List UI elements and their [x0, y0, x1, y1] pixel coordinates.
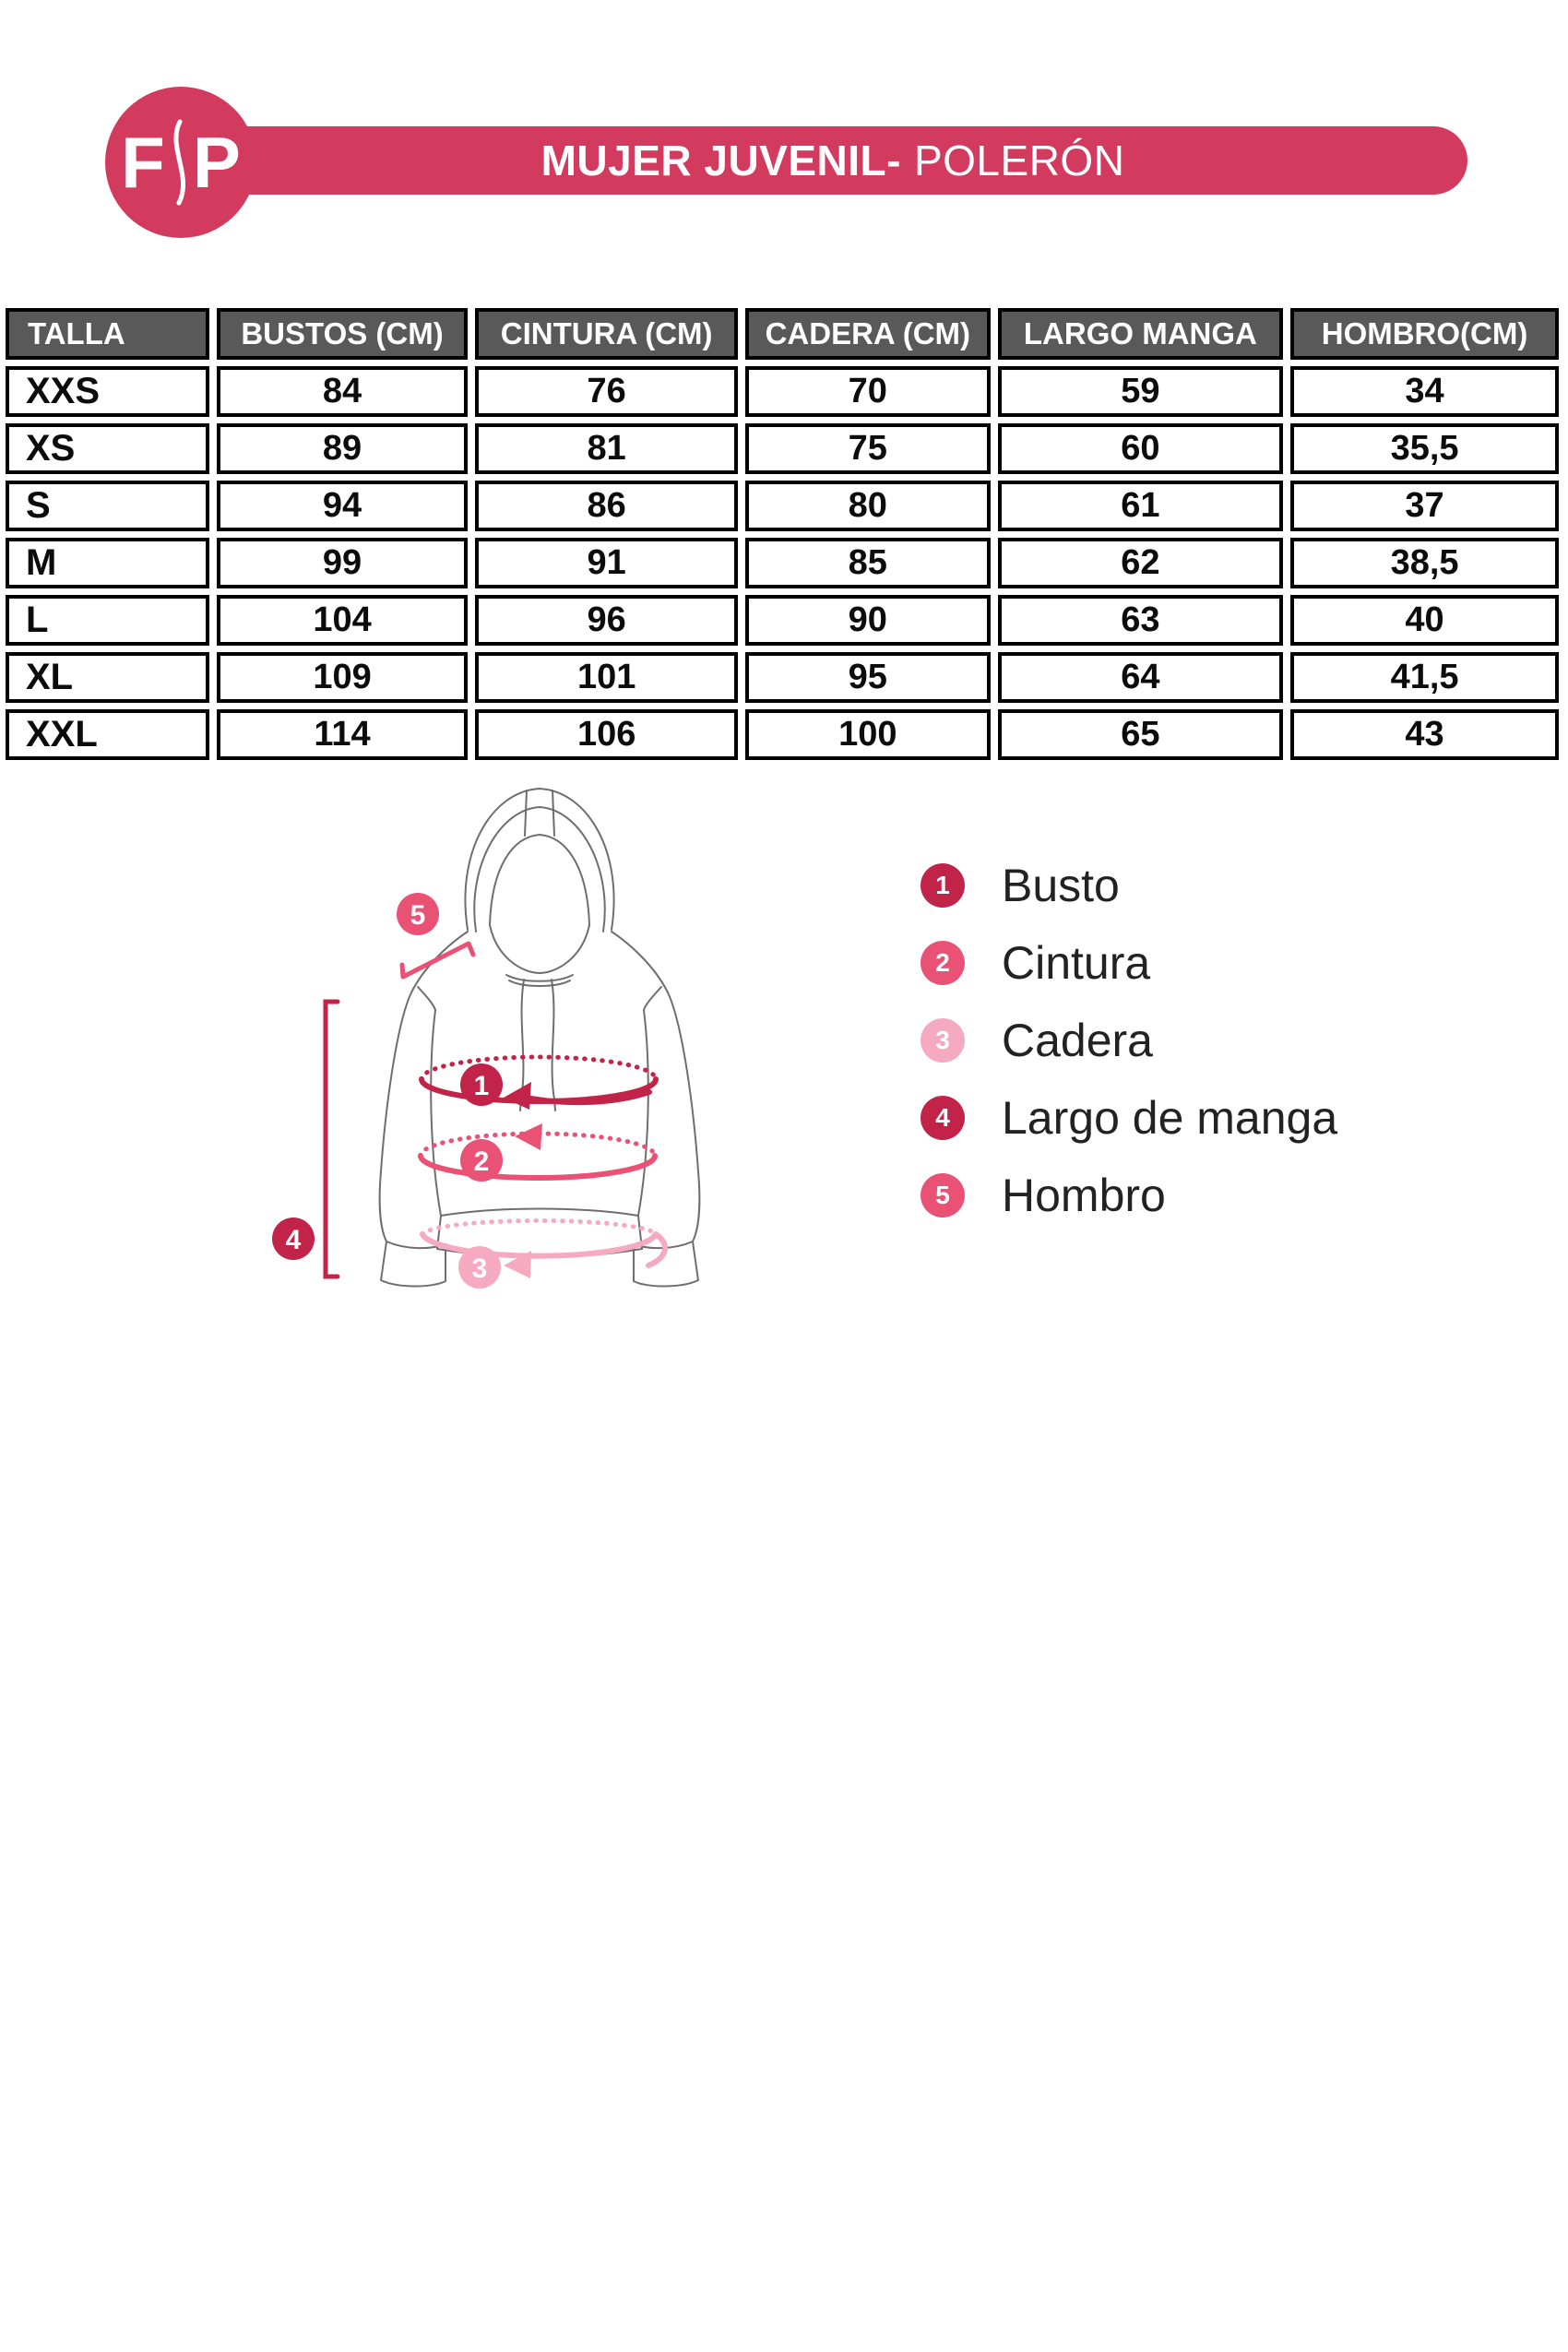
value-cell: 60 [998, 423, 1283, 474]
column-header-hombro: HOMBRO(CM) [1290, 308, 1559, 360]
size-cell: XS [6, 423, 209, 474]
value-cell: 37 [1290, 481, 1559, 531]
hoodie-drawing-icon [380, 789, 700, 1287]
diagram-badge-4 [272, 1218, 315, 1260]
legend-label: Largo de manga [1002, 1092, 1338, 1144]
table-row [6, 652, 1559, 703]
value-cell: 65 [998, 709, 1283, 760]
legend-item-busto [921, 847, 1337, 924]
table-row [6, 481, 1559, 531]
value-cell: 89 [217, 423, 469, 474]
value-cell: 106 [475, 709, 738, 760]
page-title [541, 136, 1125, 185]
legend-badge-5: 5 [921, 1173, 965, 1218]
column-header-cadera: CADERA (CM) [745, 308, 991, 360]
size-cell: XXS [6, 366, 209, 417]
diagram-badge-3-number: 3 [471, 1253, 488, 1284]
legend-badge-2: 2 [921, 941, 965, 985]
value-cell: 104 [217, 595, 469, 646]
legend-item-cadera [921, 1002, 1337, 1079]
diagram-badge-2 [460, 1139, 503, 1182]
legend-badge-1: 1 [921, 863, 965, 908]
logo-squiggle-icon [168, 119, 190, 206]
measurement-legend [921, 847, 1337, 1234]
size-cell: XL [6, 652, 209, 703]
value-cell: 38,5 [1290, 538, 1559, 588]
header-row [6, 308, 1559, 360]
value-cell: 80 [745, 481, 991, 531]
value-cell: 75 [745, 423, 991, 474]
legend-label: Cintura [1002, 937, 1151, 989]
table-row [6, 709, 1559, 760]
column-header-talla: TALLA [6, 308, 209, 360]
diagram-badge-1-number: 1 [473, 1071, 490, 1101]
legend-badge-3: 3 [921, 1018, 965, 1063]
value-cell: 96 [475, 595, 738, 646]
table-row [6, 538, 1559, 588]
size-cell: XXL [6, 709, 209, 760]
value-cell: 59 [998, 366, 1283, 417]
size-cell: M [6, 538, 209, 588]
column-header-bustos: BUSTOS (CM) [217, 308, 469, 360]
value-cell: 90 [745, 595, 991, 646]
page-title-product: POLERÓN [913, 137, 1125, 184]
diagram-badge-2-number: 2 [473, 1146, 490, 1177]
sleeve-length-bracket [326, 1002, 338, 1277]
page-title-category: MUJER JUVENIL- [540, 137, 901, 184]
value-cell: 61 [998, 481, 1283, 531]
value-cell: 85 [745, 538, 991, 588]
diagram-badge-4-number: 4 [285, 1225, 302, 1255]
diagram-badge-5-number: 5 [410, 900, 426, 931]
diagram-badge-1 [460, 1063, 503, 1106]
legend-item-cintura [921, 924, 1337, 1002]
value-cell: 62 [998, 538, 1283, 588]
title-banner [198, 126, 1467, 195]
legend-label: Hombro [1002, 1170, 1166, 1221]
size-cell: L [6, 595, 209, 646]
value-cell: 91 [475, 538, 738, 588]
value-cell: 40 [1290, 595, 1559, 646]
hoodie-measurement-diagram [166, 775, 775, 1310]
value-cell: 109 [217, 652, 469, 703]
value-cell: 86 [475, 481, 738, 531]
logo-letter-p: P [192, 122, 241, 203]
column-header-cintura: CINTURA (CM) [475, 308, 738, 360]
size-cell: S [6, 481, 209, 531]
legend-label: Cadera [1002, 1015, 1153, 1066]
brand-logo-letters [121, 119, 241, 206]
bust-arrowhead-icon [504, 1082, 531, 1110]
value-cell: 84 [217, 366, 469, 417]
shoulder-bracket [402, 944, 473, 977]
column-header-largo-manga: LARGO MANGA [998, 308, 1283, 360]
legend-item-hombro [921, 1157, 1337, 1234]
brand-logo [105, 87, 256, 238]
table-row [6, 366, 1559, 417]
value-cell: 81 [475, 423, 738, 474]
size-table-body [6, 366, 1559, 760]
value-cell: 94 [217, 481, 469, 531]
value-cell: 35,5 [1290, 423, 1559, 474]
value-cell: 70 [745, 366, 991, 417]
size-table-header [6, 308, 1559, 360]
table-row [6, 595, 1559, 646]
value-cell: 43 [1290, 709, 1559, 760]
legend-badge-4: 4 [921, 1096, 965, 1140]
diagram-badge-3 [458, 1246, 501, 1289]
size-table [0, 302, 1566, 766]
diagram-badge-5 [397, 893, 439, 935]
value-cell: 76 [475, 366, 738, 417]
value-cell: 101 [475, 652, 738, 703]
value-cell: 95 [745, 652, 991, 703]
waist-arrowhead-icon [515, 1123, 542, 1150]
legend-item-largo-de-manga [921, 1079, 1337, 1157]
value-cell: 63 [998, 595, 1283, 646]
waist-measure-line [421, 1123, 655, 1178]
value-cell: 64 [998, 652, 1283, 703]
value-cell: 99 [217, 538, 469, 588]
value-cell: 114 [217, 709, 469, 760]
value-cell: 41,5 [1290, 652, 1559, 703]
table-row [6, 423, 1559, 474]
legend-label: Busto [1002, 860, 1120, 911]
logo-letter-f: F [121, 122, 165, 203]
value-cell: 34 [1290, 366, 1559, 417]
value-cell: 100 [745, 709, 991, 760]
bust-measure-line [422, 1057, 656, 1110]
